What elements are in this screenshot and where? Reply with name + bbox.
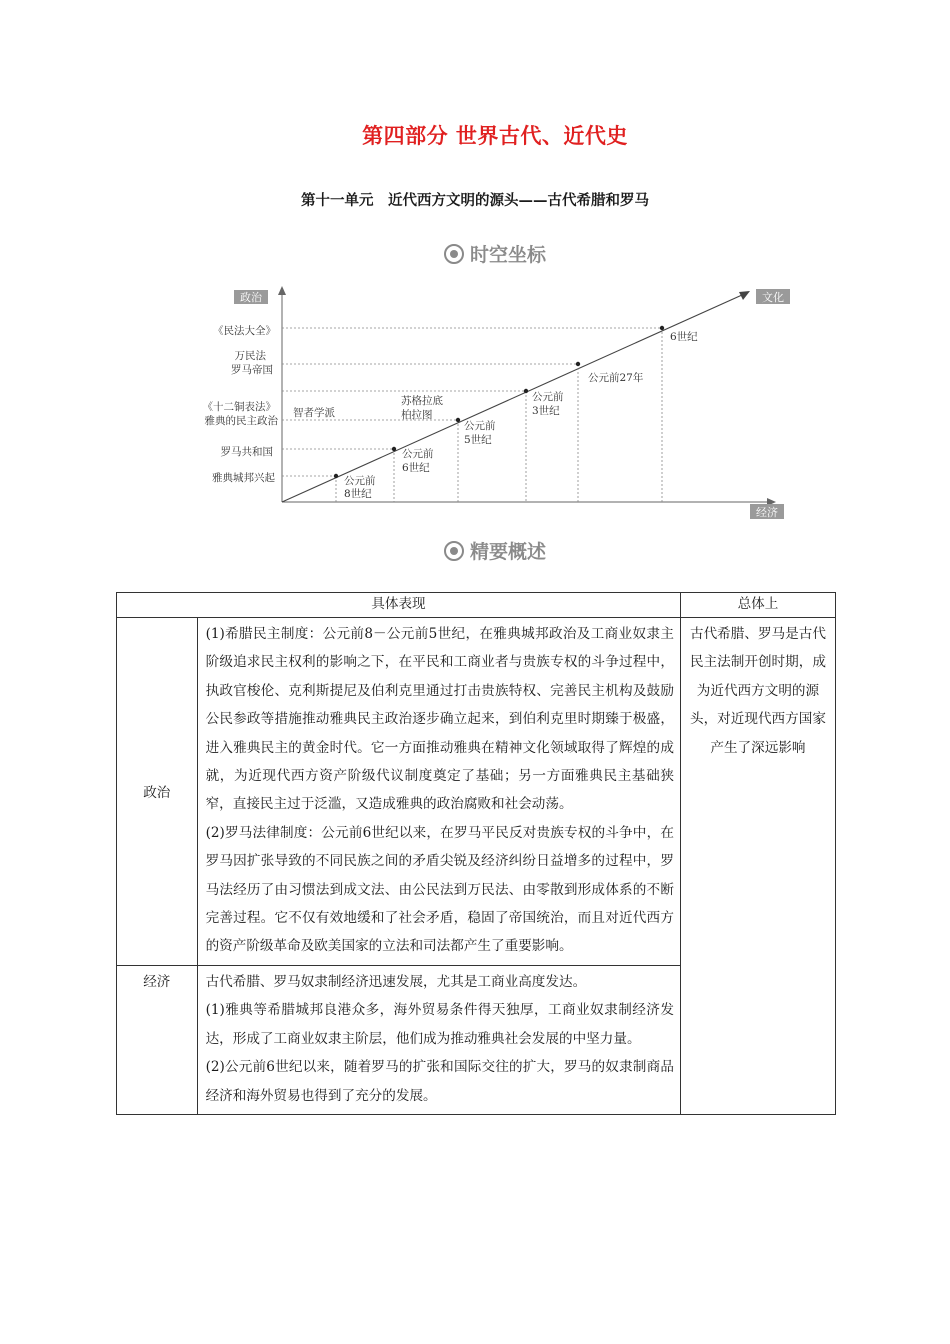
time-label: 5世纪 — [464, 434, 492, 446]
x-axis-label: 经济 — [756, 506, 778, 519]
overall-cell: 古代希腊、罗马是古代民主法制开创时期，成为近代西方文明的源头，对近现代西方国家产生了深远影响 — [680, 618, 835, 1115]
y-axis-label: 政治 — [240, 291, 262, 304]
time-label: 公元前 — [344, 475, 376, 487]
row-label-economy: 经济 — [117, 965, 198, 1114]
culture-label: 苏格拉底 — [401, 395, 443, 407]
time-label: 6世纪 — [402, 462, 430, 474]
header-detail: 具体表现 — [117, 593, 681, 618]
timeline-heading-text: 时空坐标 — [469, 244, 546, 266]
timeline-points — [334, 326, 664, 478]
politics-label: 《十二铜表法》 — [202, 401, 276, 413]
row-body-politics — [197, 618, 680, 966]
paragraph: (2)罗马法律制度：公元前6世纪以来，在罗马平民反对贵族专权的斗争中，在罗马因扩张导致的不同民族之间的矛盾尖锐及经济纠纷日益增多的过程中，罗马法经历了由习惯法到成文法、由公民法到万民法、由零散到形成体系的不断完善过程。它不仅有效地缓和了社会矛盾，稳固了帝国统治，而且对近代西方的资产阶级革命及欧美国家的立法和司法都产生了重要影响。 — [205, 824, 674, 955]
time-label: 公元前 — [402, 448, 434, 460]
paragraph: (1)希腊民主制度：公元前8－公元前5世纪，在雅典城邦政治及工商业奴隶主阶级追求民主权利的影响之下，在平民和工商业者与贵族专权的斗争过程中，执政官梭伦、克利斯提尼及伯利克里通过打击贵族特权、完善民主机构及鼓励公民参政等措施推动雅典民主政治逐步确立起来，到伯利克里时期臻于极盛，进入雅典民主的黄金时代。它一方面推动雅典在精神文化领域取得了辉煌的成就，为近现代西方资产阶级代议制度奠定了基础；另一方面雅典民主基础狭窄，直接民主过于泛滥，又造成雅典的政治腐败和社会动荡。 — [205, 626, 674, 813]
paragraph: (1)雅典等希腊城邦良港众多，海外贸易条件得天独厚，工商业奴隶制经济发达，形成了工商业奴隶主阶层，他们成为推动雅典社会发展的中坚力量。 — [205, 1002, 674, 1047]
time-label: 公元前 — [532, 391, 564, 403]
point-3c-bc — [524, 389, 528, 393]
culture-label: 智者学派 — [293, 407, 335, 419]
timeline-diagram — [180, 280, 800, 525]
vertical-guides — [336, 328, 662, 502]
politics-labels — [203, 324, 279, 484]
summary-heading-text: 精要概述 — [469, 541, 546, 563]
part-title: 第四部分 世界古代、近代史 — [362, 123, 628, 148]
politics-label: 《民法大全》 — [213, 325, 276, 337]
paragraph: (2)公元前6世纪以来，随着罗马的扩张和国际交往的扩大，罗马的奴隶制商品经济和海外贸易也得到了充分的发展。 — [205, 1059, 674, 1104]
row-body-economy — [197, 965, 680, 1114]
unit-title: 第十一单元 近代西方文明的源头——古代希腊和罗马 — [301, 192, 649, 209]
time-label: 6世纪 — [670, 331, 698, 343]
y-axis-arrow-icon — [278, 286, 286, 295]
politics-label: 万民法 — [234, 350, 266, 362]
politics-label: 罗马帝国 — [231, 364, 273, 376]
politics-label: 雅典城邦兴起 — [212, 472, 275, 484]
time-label: 8世纪 — [344, 488, 372, 500]
time-label: 公元前27年 — [588, 372, 644, 384]
point-5c-bc — [456, 418, 460, 422]
diagonal-label: 文化 — [762, 291, 784, 304]
politics-label: 雅典的民主政治 — [204, 415, 278, 427]
header-overall: 总体上 — [680, 593, 835, 618]
row-label-politics: 政治 — [117, 618, 198, 966]
paragraph: 古代希腊、罗马奴隶制经济迅速发展，尤其是工商业高度发达。 — [205, 973, 587, 990]
time-label: 3世纪 — [532, 405, 560, 417]
point-8c-bc — [334, 474, 338, 478]
politics-label: 罗马共和国 — [220, 446, 273, 458]
timeline-heading — [0, 240, 950, 267]
point-6c — [660, 326, 664, 330]
point-6c-bc — [392, 447, 396, 451]
table-row — [117, 618, 836, 966]
summary-table — [116, 592, 836, 1115]
section-icon — [444, 244, 464, 264]
point-27-bc — [576, 362, 580, 366]
diagonal-line — [282, 295, 742, 502]
section-icon — [444, 541, 464, 561]
time-label: 公元前 — [464, 420, 496, 432]
summary-heading — [0, 537, 950, 564]
horizontal-guides — [282, 328, 662, 476]
table-header-row — [117, 593, 836, 618]
culture-label: 柏拉图 — [401, 409, 433, 421]
